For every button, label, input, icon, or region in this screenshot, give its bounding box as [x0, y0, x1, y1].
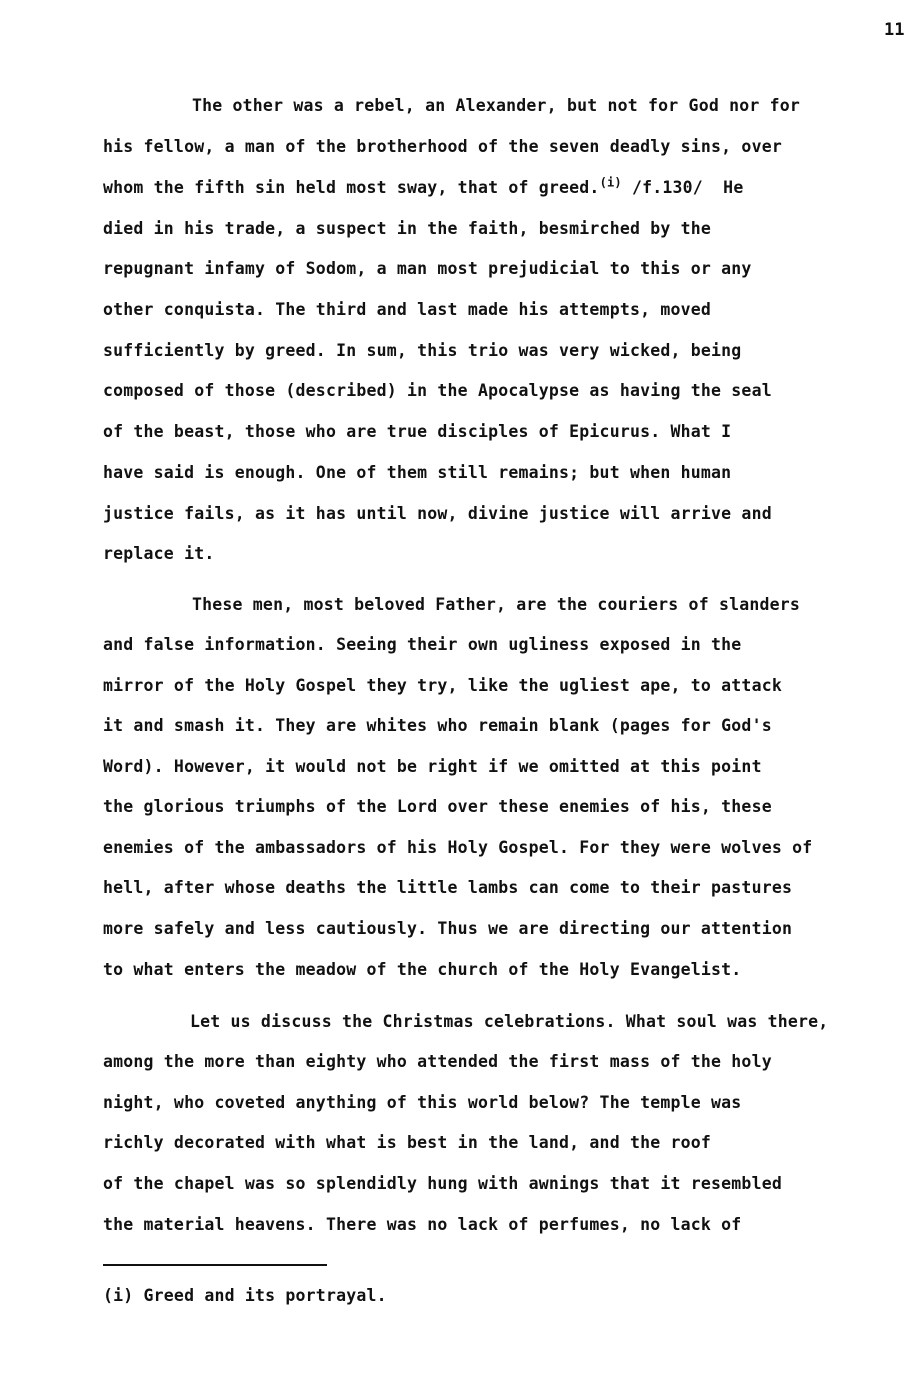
text-line: the material heavens. There was no lack of perfumes, no lack of [103, 1215, 742, 1234]
text-line: the glorious triumphs of the Lord over these enemies of his, these [103, 797, 772, 816]
text-line: to what enters the meadow of the church of the Holy Evangelist. [103, 960, 742, 979]
text-line: among the more than eighty who attended the first mass of the holy [103, 1052, 772, 1071]
text-line: replace it. [103, 544, 215, 563]
footnote: (i) Greed and its portrayal. [103, 1286, 387, 1305]
text-line: it and smash it. They are whites who remain blank (pages for God's [103, 716, 772, 735]
text-line: Word). However, it would not be right if we omitted at this point [103, 757, 762, 776]
text-line: have said is enough. One of them still remains; but when human [103, 463, 732, 482]
text-line: The other was a rebel, an Alexander, but not for God nor for [192, 96, 801, 115]
text-line: and false information. Seeing their own ugliness exposed in the [103, 635, 742, 654]
text-line: sufficiently by greed. In sum, this trio was very wicked, being [103, 341, 742, 360]
text-line: composed of those (described) in the Apocalypse as having the seal [103, 381, 772, 400]
text-line: Let us discuss the Christmas celebrations. What soul was there, [190, 1012, 829, 1031]
text-line: mirror of the Holy Gospel they try, like the ugliest ape, to attack [103, 676, 782, 695]
text-line: of the chapel was so splendidly hung with awnings that it resembled [103, 1174, 782, 1193]
page-number: 11 [884, 20, 905, 40]
text-segment: /f.130/ He [621, 178, 744, 197]
footnote-rule [103, 1264, 327, 1266]
footnote-reference: (i) [599, 175, 622, 190]
text-line: hell, after whose deaths the little lambs can come to their pastures [103, 878, 793, 897]
text-line: justice fails, as it has until now, divine justice will arrive and [103, 504, 772, 523]
text-line [103, 175, 744, 198]
text-line: his fellow, a man of the brotherhood of the seven deadly sins, over [103, 137, 782, 156]
text-line: died in his trade, a suspect in the faith, besmirched by the [103, 219, 712, 238]
text-line: of the beast, those who are true disciples of Epicurus. What I [103, 422, 732, 441]
text-line: enemies of the ambassadors of his Holy Gospel. For they were wolves of [103, 838, 813, 857]
text-line: These men, most beloved Father, are the couriers of slanders [192, 595, 801, 614]
text-line: other conquista. The third and last made his attempts, moved [103, 300, 712, 319]
text-line: repugnant infamy of Sodom, a man most prejudicial to this or any [103, 259, 752, 278]
text-line: more safely and less cautiously. Thus we are directing our attention [103, 919, 793, 938]
text-segment: whom the fifth sin held most sway, that of greed. [103, 178, 600, 197]
text-line: richly decorated with what is best in the land, and the roof [103, 1133, 712, 1152]
text-line: night, who coveted anything of this world below? The temple was [103, 1093, 742, 1112]
